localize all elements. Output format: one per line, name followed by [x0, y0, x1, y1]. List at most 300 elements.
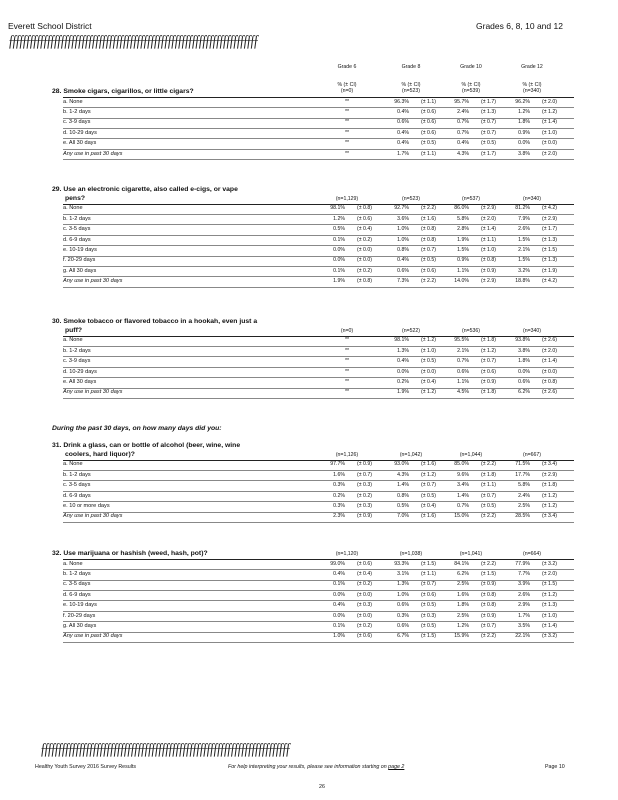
confidence-interval: (± 0.6)	[357, 215, 372, 222]
percent-value: 0.4%	[397, 140, 409, 147]
confidence-interval: (± 1.1)	[421, 570, 436, 577]
missing-data-marker: **	[344, 368, 350, 375]
response-option-label: d. 6-9 days	[63, 492, 91, 499]
confidence-interval: (± 1.6)	[421, 461, 436, 468]
percent-value: 3.2%	[518, 267, 530, 274]
confidence-interval: (± 0.9)	[481, 581, 496, 588]
column-sample-size: (n=0)	[340, 327, 354, 334]
confidence-interval: (± 0.2)	[357, 267, 372, 274]
confidence-interval: (± 1.6)	[421, 513, 436, 520]
any-use-label: Any use in past 30 days	[63, 633, 123, 640]
missing-data-marker: **	[344, 129, 350, 136]
footer-page-label: Page 10	[545, 764, 565, 770]
confidence-interval: (± 2.2)	[481, 633, 496, 640]
confidence-interval: (± 1.0)	[421, 347, 436, 354]
percent-value: 0.1%	[333, 267, 345, 274]
percent-value: 0.6%	[397, 119, 409, 126]
confidence-interval: (± 0.2)	[357, 492, 372, 499]
confidence-interval: (± 0.5)	[481, 502, 496, 509]
column-sample-size: (n=667)	[522, 451, 542, 458]
confidence-interval: (± 0.7)	[421, 246, 436, 253]
percent-value: 1.8%	[457, 602, 469, 609]
column-n-label: (n=340)	[522, 88, 542, 94]
response-option-label: d. 6-9 days	[63, 236, 91, 243]
response-option-label: d. 10-29 days	[63, 129, 97, 136]
column-sample-size: (n=340)	[522, 327, 542, 334]
row-divider	[63, 159, 574, 160]
percent-value: 0.7%	[457, 129, 469, 136]
confidence-interval: (± 0.5)	[421, 140, 436, 147]
confidence-interval: (± 0.5)	[421, 602, 436, 609]
response-option-label: c. 3-5 days	[63, 226, 91, 233]
during-past-30-days-heading: During the past 30 days, on how many days did you:	[52, 425, 222, 432]
percent-value: 0.1%	[333, 581, 345, 588]
confidence-interval: (± 1.2)	[542, 492, 557, 499]
confidence-interval: (± 0.2)	[357, 622, 372, 629]
confidence-interval: (± 1.1)	[481, 482, 496, 489]
confidence-interval: (± 0.6)	[421, 119, 436, 126]
percent-value: 0.3%	[397, 612, 409, 619]
percent-value: 1.1%	[457, 267, 469, 274]
confidence-interval: (± 0.0)	[357, 591, 372, 598]
percent-value: 2.1%	[518, 246, 530, 253]
percent-value: 1.9%	[397, 389, 409, 396]
percent-value: 92.7%	[394, 205, 409, 212]
percent-value: 0.0%	[333, 246, 345, 253]
confidence-interval: (± 3.4)	[542, 513, 557, 520]
response-option-label: b. 1-2 days	[63, 347, 91, 354]
confidence-interval: (± 1.4)	[542, 119, 557, 126]
question-title: 28. Smoke cigars, cigarillos, or little cigars?	[52, 88, 194, 95]
percent-value: 18.8%	[515, 278, 530, 285]
percent-value: 0.5%	[333, 226, 345, 233]
confidence-interval: (± 1.7)	[542, 226, 557, 233]
percent-value: 0.6%	[397, 602, 409, 609]
percent-value: 2.6%	[518, 226, 530, 233]
percent-value: 9.6%	[457, 471, 469, 478]
percent-value: 15.0%	[454, 513, 469, 520]
response-option-label: d. 10-29 days	[63, 368, 97, 375]
confidence-interval: (± 0.5)	[421, 257, 436, 264]
percent-value: 7.7%	[518, 570, 530, 577]
question-title: 31. Drink a glass, can or bottle of alcohol (beer, wine, wine	[52, 442, 241, 449]
confidence-interval: (± 0.3)	[357, 482, 372, 489]
confidence-interval: (± 1.4)	[542, 358, 557, 365]
response-option-label: f. 20-29 days	[63, 612, 96, 619]
confidence-interval: (± 2.0)	[542, 570, 557, 577]
percent-value: 3.8%	[518, 347, 530, 354]
percent-value: 1.6%	[457, 591, 469, 598]
confidence-interval: (± 0.0)	[357, 257, 372, 264]
footer-help-prefix: For help interpreting your results, please see information starting on	[228, 764, 389, 770]
confidence-interval: (± 0.6)	[421, 108, 436, 115]
decorative-rule-top: ƒƒƒƒƒƒƒƒƒƒƒƒƒƒƒƒƒƒƒƒƒƒƒƒƒƒƒƒƒƒƒƒƒƒƒƒƒƒƒƒƒƒƒƒƒƒƒƒƒƒƒƒƒƒƒƒƒƒƒƒƒƒƒƒƒƒƒƒƒƒƒƒ	[8, 31, 257, 50]
column-n-label: (n=0)	[340, 88, 354, 94]
column-sample-size: (n=340)	[522, 195, 542, 202]
column-sample-size: (n=664)	[522, 551, 542, 557]
percent-value: 4.5%	[457, 389, 469, 396]
percent-value: 1.8%	[518, 358, 530, 365]
confidence-interval: (± 0.5)	[421, 358, 436, 365]
missing-data-marker: **	[344, 119, 350, 126]
percent-value: 1.9%	[333, 278, 345, 285]
confidence-interval: (± 1.8)	[481, 389, 496, 396]
response-option-label: g. All 30 days	[63, 267, 97, 274]
percent-value: 1.0%	[397, 226, 409, 233]
confidence-interval: (± 2.0)	[481, 215, 496, 222]
confidence-interval: (± 1.7)	[481, 150, 496, 157]
percent-value: 0.9%	[518, 129, 530, 136]
percent-value: 0.8%	[397, 492, 409, 499]
missing-data-marker: **	[344, 98, 350, 105]
confidence-interval: (± 1.0)	[542, 129, 557, 136]
confidence-interval: (± 0.0)	[357, 612, 372, 619]
column-stat-label: % (± CI)	[337, 82, 357, 88]
column-sample-size: (n=1,126)	[335, 451, 359, 458]
percent-value: 1.5%	[518, 257, 530, 264]
any-use-label: Any use in past 30 days	[63, 278, 123, 285]
percent-value: 0.0%	[333, 591, 345, 598]
confidence-interval: (± 0.7)	[421, 581, 436, 588]
any-use-label: Any use in past 30 days	[63, 389, 123, 396]
district-name: Everett School District	[8, 21, 92, 31]
footer-page-link[interactable]: page 2	[388, 764, 405, 770]
percent-value: 2.5%	[518, 502, 530, 509]
confidence-interval: (± 1.6)	[421, 215, 436, 222]
confidence-interval: (± 2.2)	[481, 560, 496, 567]
percent-value: 0.7%	[457, 119, 469, 126]
percent-value: 6.2%	[518, 389, 530, 396]
percent-value: 0.1%	[333, 622, 345, 629]
confidence-interval: (± 0.3)	[421, 612, 436, 619]
percent-value: 0.2%	[333, 492, 345, 499]
percent-value: 0.4%	[333, 570, 345, 577]
confidence-interval: (± 0.6)	[421, 591, 436, 598]
percent-value: 5.8%	[518, 482, 530, 489]
confidence-interval: (± 0.3)	[357, 502, 372, 509]
percent-value: 3.8%	[518, 150, 530, 157]
confidence-interval: (± 0.8)	[421, 226, 436, 233]
missing-data-marker: **	[344, 378, 350, 385]
percent-value: 0.8%	[397, 246, 409, 253]
percent-value: 4.3%	[397, 471, 409, 478]
response-option-label: b. 1-2 days	[63, 108, 91, 115]
question-title: 32. Use marijuana or hashish (weed, hash, pot)?	[52, 550, 208, 557]
percent-value: 96.3%	[394, 98, 409, 105]
response-option-label: a. None	[63, 98, 83, 105]
confidence-interval: (± 1.3)	[542, 602, 557, 609]
percent-value: 93.3%	[394, 560, 409, 567]
response-option-label: e. 10 or more days	[63, 502, 110, 509]
percent-value: 95.5%	[454, 337, 469, 344]
row-divider	[63, 642, 574, 643]
response-option-label: b. 1-2 days	[63, 570, 91, 577]
response-option-label: e. 10-19 days	[63, 246, 97, 253]
percent-value: 99.0%	[330, 560, 345, 567]
percent-value: 7.3%	[397, 278, 409, 285]
percent-value: 7.0%	[397, 513, 409, 520]
question-title: puff?	[65, 326, 82, 334]
confidence-interval: (± 0.4)	[421, 502, 436, 509]
confidence-interval: (± 1.5)	[481, 570, 496, 577]
confidence-interval: (± 0.9)	[357, 461, 372, 468]
confidence-interval: (± 2.2)	[481, 513, 496, 520]
confidence-interval: (± 2.9)	[542, 215, 557, 222]
percent-value: 95.7%	[454, 98, 469, 105]
column-sample-size: (n=1,038)	[399, 551, 423, 557]
confidence-interval: (± 0.2)	[357, 581, 372, 588]
percent-value: 0.5%	[397, 502, 409, 509]
percent-value: 0.3%	[333, 502, 345, 509]
confidence-interval: (± 0.7)	[481, 492, 496, 499]
confidence-interval: (± 1.2)	[481, 347, 496, 354]
response-option-label: c. 3-9 days	[63, 358, 91, 365]
column-stat-label: % (± CI)	[401, 82, 421, 88]
confidence-interval: (± 0.5)	[421, 622, 436, 629]
percent-value: 81.2%	[515, 205, 530, 212]
percent-value: 17.7%	[515, 471, 530, 478]
percent-value: 3.1%	[397, 570, 409, 577]
percent-value: 1.5%	[457, 246, 469, 253]
confidence-interval: (± 0.0)	[542, 140, 557, 147]
percent-value: 0.2%	[397, 378, 409, 385]
confidence-interval: (± 0.7)	[481, 622, 496, 629]
percent-value: 1.9%	[457, 236, 469, 243]
percent-value: 1.2%	[333, 215, 345, 222]
confidence-interval: (± 0.9)	[481, 267, 496, 274]
response-option-label: c. 3-5 days	[63, 482, 91, 489]
percent-value: 1.0%	[397, 236, 409, 243]
question-title: 29. Use an electronic cigarette, also called e-cigs, or vape	[52, 186, 238, 193]
confidence-interval: (± 2.0)	[542, 150, 557, 157]
confidence-interval: (± 1.4)	[481, 226, 496, 233]
column-sample-size: (n=1,044)	[459, 451, 483, 458]
confidence-interval: (± 1.1)	[421, 150, 436, 157]
confidence-interval: (± 1.5)	[421, 633, 436, 640]
percent-value: 0.6%	[397, 622, 409, 629]
column-grade-label: Grade 6	[337, 64, 357, 70]
response-option-label: c. 3-9 days	[63, 119, 91, 126]
percent-value: 3.9%	[518, 581, 530, 588]
confidence-interval: (± 0.9)	[357, 513, 372, 520]
confidence-interval: (± 2.6)	[542, 389, 557, 396]
confidence-interval: (± 1.3)	[481, 108, 496, 115]
confidence-interval: (± 1.9)	[542, 267, 557, 274]
response-option-label: g. All 30 days	[63, 622, 97, 629]
percent-value: 98.1%	[330, 205, 345, 212]
percent-value: 97.7%	[330, 461, 345, 468]
confidence-interval: (± 0.8)	[421, 236, 436, 243]
percent-value: 0.4%	[397, 358, 409, 365]
confidence-interval: (± 1.1)	[421, 98, 436, 105]
confidence-interval: (± 0.7)	[481, 119, 496, 126]
percent-value: 2.5%	[457, 612, 469, 619]
confidence-interval: (± 1.2)	[542, 502, 557, 509]
confidence-interval: (± 0.3)	[357, 602, 372, 609]
confidence-interval: (± 2.9)	[481, 278, 496, 285]
percent-value: 2.4%	[518, 492, 530, 499]
confidence-interval: (± 0.4)	[421, 378, 436, 385]
response-option-label: e. 10-19 days	[63, 602, 97, 609]
any-use-label: Any use in past 30 days	[63, 150, 123, 157]
confidence-interval: (± 0.7)	[481, 358, 496, 365]
confidence-interval: (± 0.4)	[357, 570, 372, 577]
footer-help-text	[228, 764, 404, 770]
column-stat-label: % (± CI)	[522, 82, 542, 88]
response-option-label: b. 1-2 days	[63, 471, 91, 478]
percent-value: 2.4%	[457, 108, 469, 115]
confidence-interval: (± 0.6)	[357, 560, 372, 567]
percent-value: 1.1%	[457, 378, 469, 385]
row-divider	[63, 287, 574, 288]
any-use-label: Any use in past 30 days	[63, 513, 123, 520]
percent-value: 0.3%	[333, 482, 345, 489]
response-option-label: e. All 30 days	[63, 378, 97, 385]
percent-value: 3.5%	[518, 622, 530, 629]
percent-value: 3.4%	[457, 482, 469, 489]
percent-value: 2.9%	[518, 602, 530, 609]
percent-value: 2.5%	[457, 581, 469, 588]
percent-value: 84.1%	[454, 560, 469, 567]
confidence-interval: (± 0.2)	[357, 236, 372, 243]
column-sample-size: (n=537)	[461, 195, 481, 202]
percent-value: 1.7%	[397, 150, 409, 157]
percent-value: 2.6%	[518, 591, 530, 598]
column-sample-size: (n=523)	[401, 195, 421, 202]
confidence-interval: (± 0.7)	[357, 471, 372, 478]
confidence-interval: (± 0.5)	[481, 140, 496, 147]
confidence-interval: (± 0.8)	[481, 591, 496, 598]
percent-value: 0.9%	[457, 257, 469, 264]
percent-value: 1.4%	[457, 492, 469, 499]
confidence-interval: (± 2.2)	[421, 278, 436, 285]
column-stat-label: % (± CI)	[461, 82, 481, 88]
question-title: coolers, hard liquor)?	[65, 450, 135, 458]
confidence-interval: (± 0.0)	[421, 368, 436, 375]
confidence-interval: (± 1.5)	[542, 581, 557, 588]
confidence-interval: (± 2.6)	[542, 337, 557, 344]
column-sample-size: (n=522)	[401, 327, 421, 334]
percent-value: 0.4%	[397, 129, 409, 136]
percent-value: 0.0%	[333, 612, 345, 619]
confidence-interval: (± 2.0)	[542, 98, 557, 105]
column-n-label: (n=523)	[401, 88, 421, 94]
missing-data-marker: **	[344, 347, 350, 354]
percent-value: 14.0%	[454, 278, 469, 285]
column-n-label: (n=539)	[461, 88, 481, 94]
confidence-interval: (± 3.2)	[542, 633, 557, 640]
column-sample-size: (n=1,129)	[335, 195, 359, 202]
column-grade-label: Grade 10	[460, 64, 482, 70]
percent-value: 15.9%	[454, 633, 469, 640]
confidence-interval: (± 2.2)	[481, 461, 496, 468]
confidence-interval: (± 0.8)	[542, 378, 557, 385]
percent-value: 2.8%	[457, 226, 469, 233]
percent-value: 22.1%	[515, 633, 530, 640]
confidence-interval: (± 1.2)	[542, 591, 557, 598]
percent-value: 2.1%	[457, 347, 469, 354]
confidence-interval: (± 1.2)	[421, 389, 436, 396]
confidence-interval: (± 0.6)	[481, 368, 496, 375]
percent-value: 98.1%	[394, 337, 409, 344]
confidence-interval: (± 0.8)	[481, 257, 496, 264]
response-option-label: a. None	[63, 337, 83, 344]
confidence-interval: (± 1.8)	[542, 482, 557, 489]
column-sample-size: (n=1,120)	[335, 551, 359, 557]
question-title: pens?	[65, 194, 86, 202]
confidence-interval: (± 2.2)	[421, 205, 436, 212]
percent-value: 3.6%	[397, 215, 409, 222]
question-title: 30. Smoke tobacco or flavored tobacco in a hookah, even just a	[52, 318, 258, 325]
missing-data-marker: **	[344, 358, 350, 365]
percent-value: 0.0%	[397, 368, 409, 375]
percent-value: 1.7%	[518, 612, 530, 619]
confidence-interval: (± 0.8)	[357, 205, 372, 212]
response-option-label: a. None	[63, 205, 83, 212]
percent-value: 0.0%	[333, 257, 345, 264]
percent-value: 28.5%	[515, 513, 530, 520]
column-sample-size: (n=1,042)	[399, 451, 423, 458]
percent-value: 1.3%	[397, 347, 409, 354]
percent-value: 1.0%	[397, 591, 409, 598]
column-sample-size: (n=536)	[461, 327, 481, 334]
grades-title: Grades 6, 8, 10 and 12	[476, 21, 563, 31]
confidence-interval: (± 0.6)	[421, 129, 436, 136]
percent-value: 77.9%	[515, 560, 530, 567]
confidence-interval: (± 2.0)	[542, 347, 557, 354]
percent-value: 0.4%	[333, 602, 345, 609]
confidence-interval: (± 1.4)	[542, 622, 557, 629]
percent-value: 0.7%	[457, 502, 469, 509]
percent-value: 0.4%	[397, 108, 409, 115]
percent-value: 0.0%	[518, 368, 530, 375]
percent-value: 1.0%	[333, 633, 345, 640]
column-sample-size: (n=1,041)	[459, 551, 483, 557]
confidence-interval: (± 4.2)	[542, 205, 557, 212]
response-option-label: b. 1-2 days	[63, 215, 91, 222]
confidence-interval: (± 0.0)	[357, 246, 372, 253]
percent-value: 1.5%	[518, 236, 530, 243]
missing-data-marker: **	[344, 140, 350, 147]
percent-value: 1.3%	[397, 581, 409, 588]
percent-value: 86.0%	[454, 205, 469, 212]
column-grade-label: Grade 12	[521, 64, 543, 70]
confidence-interval: (± 1.0)	[542, 612, 557, 619]
confidence-interval: (± 1.3)	[542, 257, 557, 264]
confidence-interval: (± 1.5)	[542, 246, 557, 253]
percent-value: 0.0%	[518, 140, 530, 147]
percent-value: 0.4%	[397, 257, 409, 264]
confidence-interval: (± 1.7)	[481, 98, 496, 105]
confidence-interval: (± 2.9)	[481, 205, 496, 212]
percent-value: 2.3%	[333, 513, 345, 520]
percent-value: 0.4%	[457, 140, 469, 147]
confidence-interval: (± 0.8)	[481, 602, 496, 609]
footer-page-number: 26	[319, 784, 325, 790]
percent-value: 0.7%	[457, 358, 469, 365]
percent-value: 5.8%	[457, 215, 469, 222]
decorative-rule-bottom: ƒƒƒƒƒƒƒƒƒƒƒƒƒƒƒƒƒƒƒƒƒƒƒƒƒƒƒƒƒƒƒƒƒƒƒƒƒƒƒƒƒƒƒƒƒƒƒƒƒƒƒƒƒƒƒƒƒƒƒƒƒƒƒƒƒƒƒƒƒƒƒƒ	[40, 739, 289, 758]
percent-value: 71.5%	[515, 461, 530, 468]
missing-data-marker: **	[344, 337, 350, 344]
response-option-label: e. All 30 days	[63, 140, 97, 147]
percent-value: 96.2%	[515, 98, 530, 105]
confidence-interval: (± 0.9)	[481, 378, 496, 385]
confidence-interval: (± 1.3)	[542, 236, 557, 243]
confidence-interval: (± 2.9)	[542, 471, 557, 478]
response-option-label: f. 20-29 days	[63, 257, 96, 264]
column-grade-label: Grade 8	[401, 64, 421, 70]
